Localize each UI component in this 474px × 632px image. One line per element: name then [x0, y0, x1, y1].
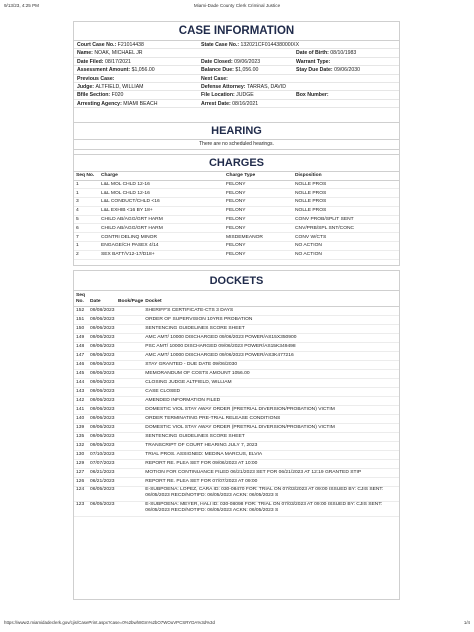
- docket-text: SHERIFF'S CERTIFICATE-CTS 3 DAYS: [143, 306, 399, 315]
- case-info-label: Assessment Amount: [77, 67, 129, 74]
- docket-text: REPORT RE. PLEA SET FOR 09/06/2023 AT 10:00: [143, 459, 399, 468]
- docket-row: [74, 468, 399, 477]
- dockets-col-docket: Docket: [143, 291, 399, 306]
- charge-description: ENGAGE/CH PASEX 4/14: [99, 242, 224, 251]
- case-info-value: 08/17/2021: [104, 58, 131, 65]
- case-info-label: Court Case No.: [77, 42, 115, 48]
- case-info-field: Assessment Amount: $1,056.00: [77, 67, 155, 74]
- docket-text: E-SUBPOENA: MEYER, HALI ID: 030-08098 FOR: TRIAL ON 07/03/2023 AT 09:00 ISSUED BY: CJIS SENT: 06/05/2023 RECD/NOTIFD: 06/05/2023 ACKN: 06/05/2023 S: [143, 501, 399, 516]
- charges-col-type: Charge Type: [224, 172, 293, 180]
- case-info-field: Date Closed: 09/06/2023: [201, 58, 261, 65]
- case-info-label: Next Case: [201, 75, 227, 82]
- docket-text: STAY GRANTED - DUE DATE 09/06/2030: [143, 360, 399, 369]
- docket-date: 09/06/2023: [88, 396, 116, 405]
- docket-date: 09/06/2023: [88, 333, 116, 342]
- case-info-label: Arrest Date: [201, 100, 229, 107]
- charge-seq: 6: [74, 224, 99, 233]
- charges-panel: [73, 154, 400, 266]
- case-info-field: [293, 75, 399, 82]
- case-info-field: Arresting Agency: MIAMI BEACH: [77, 100, 158, 107]
- case-info-label: Date Closed: [201, 58, 231, 65]
- case-info-label: Balance Due: [201, 67, 233, 74]
- charges-row: [74, 206, 399, 215]
- docket-date: 06/05/2023: [88, 486, 116, 501]
- docket-text: TRANSCRIPT OF COURT HEARING JULY 7, 2023: [143, 441, 399, 450]
- case-info-field: Court Case No.: F21014438: [77, 42, 144, 48]
- case-info-value: NOAK, MICHAEL JR: [94, 50, 143, 57]
- docket-date: 06/21/2023: [88, 477, 116, 486]
- case-info-value: 08/16/2021: [232, 100, 259, 107]
- docket-book-page: [116, 333, 143, 342]
- case-info-row: [74, 49, 399, 57]
- case-info-field: Judge: ALTFIELD, WILLIAM: [77, 83, 144, 90]
- case-info-value: 09/06/2023: [234, 58, 261, 65]
- docket-row: [74, 396, 399, 405]
- charges-row: [74, 242, 399, 251]
- dockets-panel: [73, 270, 400, 600]
- docket-text: ORDER TERMINATING PRE-TRIAL RELEASE CONDITIONS: [143, 414, 399, 423]
- charges-header-row: [74, 172, 399, 180]
- docket-text: DOMESTIC VIOL STAY AWAY ORDER (PRETRIAL DIVERSION/PROBATION) VICTIM: [143, 405, 399, 414]
- case-info-field: [293, 100, 399, 107]
- case-info-field: Date of Birth: 08/10/1983: [296, 50, 357, 57]
- case-info-label: File Location: [201, 92, 233, 99]
- case-info-label: Date Filed: [77, 58, 102, 65]
- docket-date: 09/06/2023: [88, 378, 116, 387]
- charge-description: L&L EXHIB <16 BY 18+: [99, 206, 224, 215]
- charge-description: L&L MOL CHLD 12-16: [99, 180, 224, 189]
- hearing-panel: [73, 122, 400, 150]
- case-info-field: [293, 83, 399, 90]
- dockets-table: [74, 291, 399, 517]
- docket-date: 09/06/2023: [88, 387, 116, 396]
- docket-text: E-SUBPOENA: LOPEZ, CARA ID: 030-08470 FOR: TRIAL ON 07/03/2023 AT 09:00 ISSUED BY: CJIS SENT: 06/05/2023 RECD/NOTIFD: 06/05/2023 ACKN: 06/05/2023 S: [143, 486, 399, 501]
- charge-seq: 1: [74, 180, 99, 189]
- docket-date: 09/08/2023: [88, 306, 116, 315]
- docket-date: 06/05/2023: [88, 501, 116, 516]
- docket-seq: 139: [74, 423, 88, 432]
- docket-row: [74, 486, 399, 501]
- docket-date: 09/06/2023: [88, 369, 116, 378]
- docket-seq: 141: [74, 405, 88, 414]
- docket-seq: 129: [74, 459, 88, 468]
- case-info-label: State Case No.: [201, 42, 238, 48]
- case-info-label: Date of Birth: [296, 50, 328, 57]
- docket-seq: 152: [74, 306, 88, 315]
- docket-text: CLOSING JUDGE ALTFIELD, WILLIAM: [143, 378, 399, 387]
- docket-date: 07/07/2023: [88, 459, 116, 468]
- case-info-field: [198, 49, 293, 56]
- docket-row: [74, 333, 399, 342]
- docket-row: [74, 441, 399, 450]
- docket-seq: 151: [74, 315, 88, 324]
- case-info-label: Judge: [77, 83, 93, 90]
- charge-type: MISDEMEANOR: [224, 233, 293, 242]
- docket-text: TRIAL PROS. ASSIGNED: MEDINA MARCUS, ELVIA: [143, 450, 399, 459]
- docket-book-page: [116, 369, 143, 378]
- case-info-value: $1,056.00: [131, 67, 155, 74]
- docket-seq: 127: [74, 468, 88, 477]
- charge-type: FELONY: [224, 198, 293, 207]
- docket-seq: 143: [74, 387, 88, 396]
- case-info-field: Warrant Type:: [296, 58, 331, 65]
- print-header: [4, 3, 470, 11]
- docket-date: 09/05/2023: [88, 441, 116, 450]
- docket-book-page: [116, 450, 143, 459]
- charges-col-seq: Seq No.: [74, 172, 99, 180]
- docket-row: [74, 501, 399, 516]
- case-info-label: Name: [77, 50, 92, 57]
- case-info-row: [74, 75, 399, 83]
- docket-text: MEMORANDUM OF COSTS AMOUNT 1056.00: [143, 369, 399, 378]
- docket-row: [74, 414, 399, 423]
- case-info-row: [74, 91, 399, 99]
- print-footer: [4, 620, 470, 628]
- charge-type: FELONY: [224, 224, 293, 233]
- charge-seq: 7: [74, 233, 99, 242]
- charges-row: [74, 189, 399, 198]
- docket-text: PSC AMT/ 10000 DISCHARGED 09/06/2023 POWER/AS15K349498: [143, 342, 399, 351]
- case-info-row: [74, 58, 399, 66]
- case-info-label: Box Number: [296, 92, 327, 99]
- charge-seq: 2: [74, 250, 99, 259]
- print-url: https://www2.miamidadeclerk.gov/cjis/CasePrint.aspx?case=0%2bwh8Gm%2bO7WOuVPCSRYDA%3d%3d: [4, 620, 215, 625]
- docket-date: 09/06/2023: [88, 405, 116, 414]
- case-info-row: [74, 83, 399, 91]
- docket-book-page: [116, 459, 143, 468]
- docket-text: SENTENCING GUIDELINES SCORE SHEET: [143, 324, 399, 333]
- docket-book-page: [116, 501, 143, 516]
- docket-seq: 140: [74, 414, 88, 423]
- dockets-col-book-page: Book/Page: [116, 291, 143, 306]
- charge-disposition: NO ACTION: [293, 242, 399, 251]
- case-info-field: Defense Attorney: TARRAS, DAVID: [201, 83, 286, 90]
- docket-text: REPORT RE. PLEA SET FOR 07/07/2023 AT 09:00: [143, 477, 399, 486]
- case-info-field: Next Case:: [201, 75, 228, 82]
- case-info-value: MIAMI BEACH: [123, 100, 158, 107]
- charge-disposition: NO ACTION: [293, 250, 399, 259]
- case-info-value: JUDGE: [236, 92, 254, 99]
- docket-book-page: [116, 387, 143, 396]
- charge-description: SEX BATT/V12-17/D18+: [99, 250, 224, 259]
- docket-text: AMENDED INFORMATION FILED: [143, 396, 399, 405]
- docket-row: [74, 405, 399, 414]
- charge-seq: 3: [74, 198, 99, 207]
- docket-date: 09/06/2023: [88, 432, 116, 441]
- hearing-title: HEARING: [74, 123, 399, 140]
- docket-seq: 135: [74, 432, 88, 441]
- docket-row: [74, 477, 399, 486]
- case-info-field: Stay Due Date: 09/06/2030: [296, 67, 361, 74]
- case-information-grid: [74, 41, 399, 108]
- docket-seq: 150: [74, 324, 88, 333]
- docket-date: 09/06/2023: [88, 423, 116, 432]
- charges-row: [74, 224, 399, 233]
- docket-row: [74, 432, 399, 441]
- docket-text: DOMESTIC VIOL STAY AWAY ORDER (PRETRIAL DIVERSION/PROBATION) VICTIM: [143, 423, 399, 432]
- docket-seq: 126: [74, 477, 88, 486]
- docket-seq: 149: [74, 333, 88, 342]
- docket-book-page: [116, 360, 143, 369]
- case-info-value: TARRAS, DAVID: [246, 83, 286, 90]
- docket-book-page: [116, 405, 143, 414]
- case-info-label: Defense Attorney: [201, 83, 244, 90]
- docket-row: [74, 450, 399, 459]
- charge-description: CONTRI DELINQ MINOR: [99, 233, 224, 242]
- docket-book-page: [116, 315, 143, 324]
- case-info-value: 132021CF014438000IXX: [240, 42, 300, 48]
- docket-book-page: [116, 441, 143, 450]
- charges-row: [74, 198, 399, 207]
- charges-row: [74, 215, 399, 224]
- docket-date: 09/06/2023: [88, 360, 116, 369]
- docket-row: [74, 324, 399, 333]
- docket-date: 09/06/2023: [88, 315, 116, 324]
- docket-date: 09/06/2023: [88, 414, 116, 423]
- docket-date: 07/10/2023: [88, 450, 116, 459]
- case-info-label: Warrant Type: [296, 58, 329, 65]
- charge-seq: 1: [74, 189, 99, 198]
- docket-seq: 145: [74, 369, 88, 378]
- case-info-row: [74, 66, 399, 74]
- docket-book-page: [116, 468, 143, 477]
- docket-book-page: [116, 477, 143, 486]
- docket-date: 06/21/2023: [88, 468, 116, 477]
- docket-book-page: [116, 342, 143, 351]
- case-info-label: Stay Due Date: [296, 67, 331, 74]
- charge-seq: 1: [74, 242, 99, 251]
- docket-text: MOTION FOR CONTINUANCE FILED 06/21/2023 SET FOR 06/21/2023 AT 12:19 GRANTED STIP: [143, 468, 399, 477]
- docket-book-page: [116, 324, 143, 333]
- docket-row: [74, 360, 399, 369]
- docket-book-page: [116, 306, 143, 315]
- print-page-number: 1/4: [463, 620, 470, 625]
- case-info-field: File Location: JUDGE: [201, 92, 254, 99]
- docket-book-page: [116, 432, 143, 441]
- charge-seq: 4: [74, 206, 99, 215]
- charges-col-disposition: Disposition: [293, 172, 399, 180]
- docket-text: SENTENCING GUIDELINES SCORE SHEET: [143, 432, 399, 441]
- charge-description: L&L CONDUCT/CHLD <16: [99, 198, 224, 207]
- docket-book-page: [116, 396, 143, 405]
- charge-disposition: CNV/PRB/SPL SNT/CONC: [293, 224, 399, 233]
- docket-book-page: [116, 486, 143, 501]
- docket-row: [74, 351, 399, 360]
- case-info-value: 09/06/2030: [334, 67, 361, 74]
- docket-seq: 148: [74, 342, 88, 351]
- charge-type: FELONY: [224, 180, 293, 189]
- docket-row: [74, 342, 399, 351]
- docket-seq: 142: [74, 396, 88, 405]
- dockets-title: DOCKETS: [74, 271, 399, 291]
- docket-seq: 130: [74, 450, 88, 459]
- docket-text: ORDER OF SUPERVISION 10YRS PROBATION: [143, 315, 399, 324]
- case-info-value: F21014438: [117, 42, 144, 48]
- charge-disposition: NOLLE PROS: [293, 180, 399, 189]
- docket-text: CASE CLOSED: [143, 387, 399, 396]
- case-info-label: Previous Case: [77, 75, 113, 82]
- case-info-field: Box Number:: [296, 92, 329, 99]
- case-info-field: Previous Case:: [77, 75, 115, 82]
- charge-type: FELONY: [224, 215, 293, 224]
- docket-row: [74, 459, 399, 468]
- case-info-field: Date Filed: 08/17/2021: [77, 58, 131, 65]
- charges-table: [74, 172, 399, 260]
- case-info-field: Arrest Date: 08/16/2021: [201, 100, 259, 107]
- charge-type: FELONY: [224, 250, 293, 259]
- print-datetime: 9/13/23, 4:25 PM: [4, 3, 39, 8]
- charge-description: CHILD AB/AGG/GRT HARM: [99, 224, 224, 233]
- docket-row: [74, 423, 399, 432]
- case-info-label: Arresting Agency: [77, 100, 121, 107]
- case-info-field: Bfile Section: F020: [77, 92, 124, 99]
- case-info-field: Balance Due: $1,056.00: [201, 67, 259, 74]
- charge-disposition: CONV PROB/SPLIT SENT: [293, 215, 399, 224]
- charge-seq: 5: [74, 215, 99, 224]
- charge-disposition: NOLLE PROS: [293, 189, 399, 198]
- docket-seq: 132: [74, 441, 88, 450]
- docket-row: [74, 369, 399, 378]
- docket-seq: 124: [74, 486, 88, 501]
- docket-row: [74, 306, 399, 315]
- case-info-value: ALTFIELD, WILLIAM: [95, 83, 144, 90]
- charge-type: FELONY: [224, 242, 293, 251]
- charge-disposition: NOLLE PROS: [293, 206, 399, 215]
- docket-date: 09/06/2023: [88, 351, 116, 360]
- dockets-header-row: [74, 291, 399, 306]
- charge-description: L&L MOL CHLD 12-16: [99, 189, 224, 198]
- docket-row: [74, 315, 399, 324]
- charges-title: CHARGES: [74, 155, 399, 172]
- charges-row: [74, 250, 399, 259]
- docket-book-page: [116, 423, 143, 432]
- docket-row: [74, 387, 399, 396]
- case-info-row: [74, 100, 399, 108]
- case-information-title: CASE INFORMATION: [74, 22, 399, 41]
- case-info-value: 08/10/1983: [330, 50, 357, 57]
- docket-book-page: [116, 378, 143, 387]
- docket-text: AMC AMT/ 10000 DISCHARGED 09/06/2023 POWER/AS15X350900: [143, 333, 399, 342]
- charge-disposition: CONV W/CTS: [293, 233, 399, 242]
- docket-seq: 123: [74, 501, 88, 516]
- docket-text: AMC AMT/ 10000 DISCHARGED 09/06/2023 POWER/AS3K477216: [143, 351, 399, 360]
- docket-row: [74, 378, 399, 387]
- dockets-col-date: Date: [88, 291, 116, 306]
- case-info-field: Name: NOAK, MICHAEL JR: [77, 50, 143, 57]
- docket-date: 09/06/2023: [88, 342, 116, 351]
- charge-description: CHILD AB/AGG/GRT HARM: [99, 215, 224, 224]
- charge-disposition: NOLLE PROS: [293, 198, 399, 207]
- docket-book-page: [116, 414, 143, 423]
- case-info-label: Bfile Section: [77, 92, 109, 99]
- charge-type: FELONY: [224, 206, 293, 215]
- docket-seq: 144: [74, 378, 88, 387]
- case-info-row: [74, 41, 399, 49]
- charges-col-charge: Charge: [99, 172, 224, 180]
- docket-seq: 147: [74, 351, 88, 360]
- docket-book-page: [116, 351, 143, 360]
- hearing-message: There are no scheduled hearings.: [199, 141, 274, 147]
- case-info-value: $1,056.00: [235, 67, 259, 74]
- charges-row: [74, 180, 399, 189]
- case-info-field: State Case No.: 132021CF014438000IXX: [201, 42, 300, 48]
- charge-type: FELONY: [224, 189, 293, 198]
- docket-date: 09/06/2023: [88, 324, 116, 333]
- dockets-col-seq: Seq No.: [74, 291, 88, 306]
- charges-row: [74, 233, 399, 242]
- docket-seq: 146: [74, 360, 88, 369]
- case-info-field: [293, 41, 399, 48]
- print-site-title: Miami-Dade County Clerk Criminal Justice: [193, 3, 281, 8]
- case-info-value: F020: [111, 92, 124, 99]
